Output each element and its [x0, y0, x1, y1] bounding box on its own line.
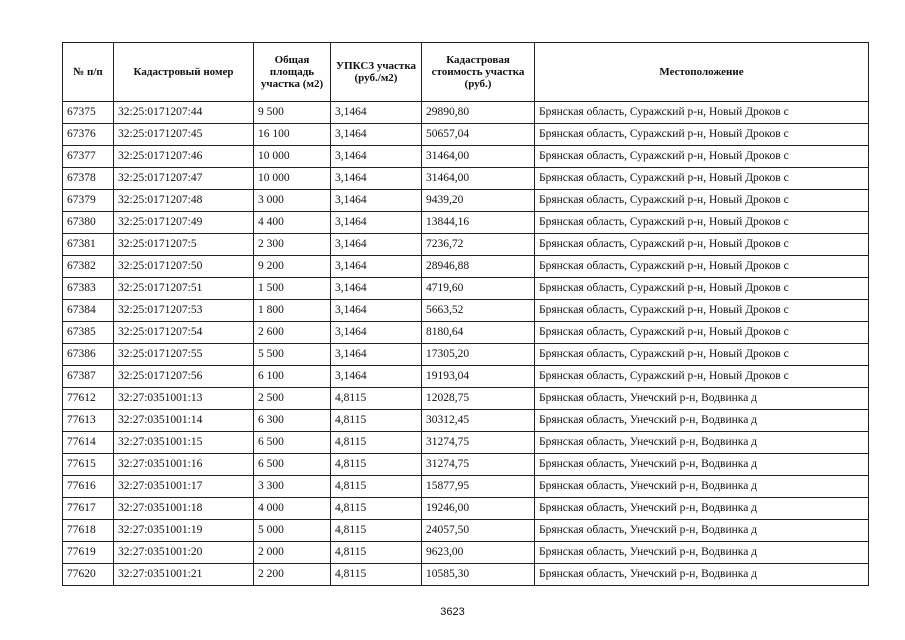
cell-cadastral-number: 32:27:0351001:13	[114, 388, 254, 410]
cell-cadastral-number: 32:25:0171207:44	[114, 102, 254, 124]
cell-cadastral-number: 32:27:0351001:14	[114, 410, 254, 432]
cell-area: 1 800	[254, 300, 331, 322]
table-row	[63, 542, 869, 564]
cell-area: 2 300	[254, 234, 331, 256]
cell-cadastral-number: 32:25:0171207:54	[114, 322, 254, 344]
cell-index: 67380	[63, 212, 114, 234]
cell-area: 10 000	[254, 146, 331, 168]
table-row	[63, 366, 869, 388]
cell-index: 67386	[63, 344, 114, 366]
cell-upksz: 4,8115	[331, 454, 422, 476]
cadastral-table	[62, 42, 869, 586]
cell-index: 77614	[63, 432, 114, 454]
table-row	[63, 498, 869, 520]
cell-location: Брянская область, Унечский р-н, Водвинка д	[535, 454, 869, 476]
cell-location: Брянская область, Унечский р-н, Водвинка д	[535, 498, 869, 520]
table-row	[63, 344, 869, 366]
table-row	[63, 388, 869, 410]
cell-location: Брянская область, Суражский р-н, Новый Дроков с	[535, 256, 869, 278]
cell-location: Брянская область, Суражский р-н, Новый Дроков с	[535, 212, 869, 234]
table-row	[63, 520, 869, 542]
cell-upksz: 3,1464	[331, 344, 422, 366]
cell-area: 6 300	[254, 410, 331, 432]
cell-index: 67383	[63, 278, 114, 300]
cell-location: Брянская область, Суражский р-н, Новый Дроков с	[535, 146, 869, 168]
cell-area: 6 500	[254, 432, 331, 454]
cell-cadastral-value: 7236,72	[422, 234, 535, 256]
table-row	[63, 168, 869, 190]
cell-location: Брянская область, Суражский р-н, Новый Дроков с	[535, 300, 869, 322]
table-row	[63, 564, 869, 586]
cell-location: Брянская область, Унечский р-н, Водвинка д	[535, 388, 869, 410]
cell-upksz: 3,1464	[331, 102, 422, 124]
cell-area: 5 000	[254, 520, 331, 542]
cell-location: Брянская область, Унечский р-н, Водвинка д	[535, 432, 869, 454]
cell-index: 67384	[63, 300, 114, 322]
cell-location: Брянская область, Суражский р-н, Новый Дроков с	[535, 234, 869, 256]
cell-upksz: 3,1464	[331, 190, 422, 212]
cell-location: Брянская область, Суражский р-н, Новый Дроков с	[535, 102, 869, 124]
cell-cadastral-number: 32:25:0171207:55	[114, 344, 254, 366]
cell-cadastral-value: 15877,95	[422, 476, 535, 498]
cell-index: 77612	[63, 388, 114, 410]
cell-cadastral-value: 4719,60	[422, 278, 535, 300]
cell-cadastral-value: 50657,04	[422, 124, 535, 146]
cell-cadastral-number: 32:27:0351001:17	[114, 476, 254, 498]
cell-cadastral-value: 12028,75	[422, 388, 535, 410]
cell-index: 67375	[63, 102, 114, 124]
cell-upksz: 3,1464	[331, 124, 422, 146]
cell-upksz: 4,8115	[331, 564, 422, 586]
table-row	[63, 300, 869, 322]
cell-area: 5 500	[254, 344, 331, 366]
cell-cadastral-number: 32:25:0171207:47	[114, 168, 254, 190]
cell-area: 4 400	[254, 212, 331, 234]
table-row	[63, 124, 869, 146]
cell-upksz: 3,1464	[331, 366, 422, 388]
cell-cadastral-number: 32:25:0171207:46	[114, 146, 254, 168]
cell-upksz: 3,1464	[331, 322, 422, 344]
table-row	[63, 234, 869, 256]
table-row	[63, 454, 869, 476]
cell-area: 3 300	[254, 476, 331, 498]
table-row	[63, 410, 869, 432]
cell-location: Брянская область, Унечский р-н, Водвинка д	[535, 520, 869, 542]
cell-index: 67379	[63, 190, 114, 212]
cell-index: 67377	[63, 146, 114, 168]
cell-cadastral-value: 28946,88	[422, 256, 535, 278]
cell-cadastral-number: 32:27:0351001:20	[114, 542, 254, 564]
cell-area: 2 600	[254, 322, 331, 344]
cell-cadastral-number: 32:27:0351001:21	[114, 564, 254, 586]
cell-cadastral-value: 9439,20	[422, 190, 535, 212]
header-index: № п/п	[63, 43, 114, 102]
cell-area: 9 500	[254, 102, 331, 124]
header-row	[63, 43, 869, 102]
table-row	[63, 102, 869, 124]
header-cadastral-number: Кадастровый номер	[114, 43, 254, 102]
cell-upksz: 4,8115	[331, 410, 422, 432]
table-row	[63, 322, 869, 344]
cell-upksz: 3,1464	[331, 256, 422, 278]
table-body	[63, 102, 869, 586]
header-cadastral-value: Кадастровая стоимость участка (руб.)	[422, 43, 535, 102]
cell-cadastral-number: 32:25:0171207:56	[114, 366, 254, 388]
cell-index: 67385	[63, 322, 114, 344]
cell-cadastral-value: 9623,00	[422, 542, 535, 564]
cell-area: 2 500	[254, 388, 331, 410]
cell-location: Брянская область, Суражский р-н, Новый Дроков с	[535, 278, 869, 300]
cell-location: Брянская область, Суражский р-н, Новый Дроков с	[535, 322, 869, 344]
cell-index: 67381	[63, 234, 114, 256]
table-row	[63, 432, 869, 454]
cell-cadastral-value: 31464,00	[422, 168, 535, 190]
cell-location: Брянская область, Унечский р-н, Водвинка д	[535, 542, 869, 564]
page-number: 3623	[440, 606, 465, 618]
cell-area: 3 000	[254, 190, 331, 212]
cell-location: Брянская область, Суражский р-н, Новый Дроков с	[535, 168, 869, 190]
table-row	[63, 256, 869, 278]
cell-cadastral-value: 17305,20	[422, 344, 535, 366]
cell-area: 2 000	[254, 542, 331, 564]
header-area: Общая площадь участка (м2)	[254, 43, 331, 102]
cell-location: Брянская область, Суражский р-н, Новый Дроков с	[535, 124, 869, 146]
cell-upksz: 4,8115	[331, 432, 422, 454]
cell-area: 16 100	[254, 124, 331, 146]
cell-index: 77620	[63, 564, 114, 586]
cell-upksz: 4,8115	[331, 388, 422, 410]
cell-upksz: 3,1464	[331, 212, 422, 234]
cell-index: 67387	[63, 366, 114, 388]
cell-location: Брянская область, Унечский р-н, Водвинка д	[535, 476, 869, 498]
cell-cadastral-number: 32:25:0171207:50	[114, 256, 254, 278]
cell-upksz: 4,8115	[331, 542, 422, 564]
cell-index: 67376	[63, 124, 114, 146]
cell-location: Брянская область, Унечский р-н, Водвинка д	[535, 564, 869, 586]
cell-area: 6 500	[254, 454, 331, 476]
cell-location: Брянская область, Унечский р-н, Водвинка д	[535, 410, 869, 432]
cell-cadastral-number: 32:27:0351001:18	[114, 498, 254, 520]
cell-upksz: 3,1464	[331, 168, 422, 190]
cell-cadastral-value: 30312,45	[422, 410, 535, 432]
table-row	[63, 146, 869, 168]
cell-cadastral-value: 5663,52	[422, 300, 535, 322]
cell-upksz: 3,1464	[331, 278, 422, 300]
cell-upksz: 3,1464	[331, 234, 422, 256]
cell-cadastral-number: 32:27:0351001:19	[114, 520, 254, 542]
cell-area: 6 100	[254, 366, 331, 388]
cell-cadastral-value: 13844,16	[422, 212, 535, 234]
cell-cadastral-value: 19193,04	[422, 366, 535, 388]
cell-cadastral-value: 8180,64	[422, 322, 535, 344]
cell-area: 1 500	[254, 278, 331, 300]
cell-area: 9 200	[254, 256, 331, 278]
cell-upksz: 4,8115	[331, 476, 422, 498]
cell-cadastral-value: 31274,75	[422, 454, 535, 476]
table-row	[63, 190, 869, 212]
cell-index: 77615	[63, 454, 114, 476]
cell-cadastral-value: 31464,00	[422, 146, 535, 168]
cell-area: 4 000	[254, 498, 331, 520]
cell-index: 77618	[63, 520, 114, 542]
cell-cadastral-number: 32:27:0351001:15	[114, 432, 254, 454]
cell-cadastral-value: 31274,75	[422, 432, 535, 454]
table-row	[63, 278, 869, 300]
cell-area: 2 200	[254, 564, 331, 586]
cell-upksz: 3,1464	[331, 146, 422, 168]
cell-location: Брянская область, Суражский р-н, Новый Дроков с	[535, 366, 869, 388]
cell-index: 77619	[63, 542, 114, 564]
cell-cadastral-number: 32:25:0171207:45	[114, 124, 254, 146]
cell-upksz: 4,8115	[331, 520, 422, 542]
cell-cadastral-number: 32:25:0171207:49	[114, 212, 254, 234]
table-row	[63, 212, 869, 234]
cell-index: 77613	[63, 410, 114, 432]
cell-cadastral-value: 24057,50	[422, 520, 535, 542]
cell-cadastral-value: 19246,00	[422, 498, 535, 520]
cell-location: Брянская область, Суражский р-н, Новый Дроков с	[535, 190, 869, 212]
cell-cadastral-number: 32:25:0171207:5	[114, 234, 254, 256]
cell-index: 67378	[63, 168, 114, 190]
table-row	[63, 476, 869, 498]
cell-upksz: 3,1464	[331, 300, 422, 322]
cell-index: 77616	[63, 476, 114, 498]
header-upksz: УПКСЗ участка (руб./м2)	[331, 43, 422, 102]
cell-cadastral-number: 32:25:0171207:53	[114, 300, 254, 322]
header-location: Местоположение	[535, 43, 869, 102]
cell-area: 10 000	[254, 168, 331, 190]
cell-cadastral-number: 32:25:0171207:48	[114, 190, 254, 212]
cell-cadastral-number: 32:27:0351001:16	[114, 454, 254, 476]
cell-cadastral-value: 29890,80	[422, 102, 535, 124]
cell-cadastral-number: 32:25:0171207:51	[114, 278, 254, 300]
cell-upksz: 4,8115	[331, 498, 422, 520]
cell-cadastral-value: 10585,30	[422, 564, 535, 586]
cell-index: 67382	[63, 256, 114, 278]
cell-location: Брянская область, Суражский р-н, Новый Дроков с	[535, 344, 869, 366]
cell-index: 77617	[63, 498, 114, 520]
